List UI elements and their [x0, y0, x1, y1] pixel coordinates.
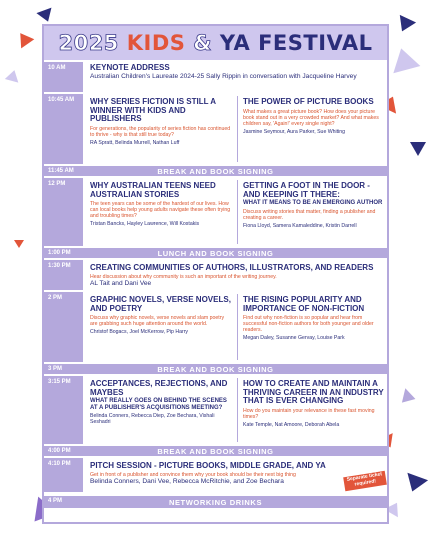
session-description: For generations, the popularity of series fiction has continued to thrive - why is that still true today?	[90, 125, 231, 138]
decor-triangle-lavender-left	[5, 68, 21, 82]
session-australian-teens	[90, 182, 232, 227]
session-speakers: Christof Bogacs, Joel McKerrow, Pip Harry	[90, 329, 189, 335]
time-slot-2pm: 2 PM	[44, 292, 83, 362]
break-label: NETWORKING DRINKS	[168, 498, 263, 507]
session-title: GETTING A FOOT IN THE DOOR - AND KEEPING IT THERE:	[243, 181, 370, 199]
session-speakers: Megan Daley, Susanne Gervay, Louise Park	[243, 335, 345, 341]
session-speakers: Fiona Lloyd, Samera Kamaleddine, Kristin Darrell	[243, 222, 357, 229]
session-title: GRAPHIC NOVELS, VERSE NOVELS, AND POETRY	[90, 295, 231, 313]
time-slot-1045am: 10:45 AM	[44, 94, 83, 164]
session-speakers: Belinda Conners, Dani Vee, Rebecca McRitchie, and Zoe Bechara	[90, 477, 284, 485]
decor-triangle-orange-mid-left	[14, 240, 24, 248]
festival-program-sheet	[42, 24, 389, 524]
column-divider	[237, 180, 238, 244]
break-label: BREAK AND BOOK SIGNING	[157, 167, 274, 176]
time-slot-12pm: 12 PM	[44, 178, 83, 246]
session-speakers: Tristan Bancks, Hayley Lawrence, Will Kostakis	[90, 221, 200, 227]
session-pitch	[90, 462, 340, 485]
decor-triangle-navy-top-left	[36, 8, 55, 25]
time-slot-130pm: 1:30 PM	[44, 260, 83, 290]
time-slot-410pm: 4:10 PM	[44, 458, 83, 492]
session-thriving-career	[243, 380, 385, 428]
session-description: Discuss why graphic novels, verse novels and slam poetry are grabbing such huge attention around the world.	[90, 315, 225, 327]
session-foot-in-door	[243, 182, 385, 229]
session-graphic-novels	[90, 296, 232, 335]
decor-triangle-navy-top-right	[394, 15, 416, 35]
festival-title: 2025 KIDS & YA FESTIVAL	[58, 31, 373, 55]
session-speakers: Australian Children's Laureate 2024-25 Sally Rippin in conversation with Jacqueline Harvey	[90, 72, 357, 80]
session-speakers: Jasmine Seymour, Aura Parker, Sue Whiting	[243, 128, 346, 135]
networking-drinks	[44, 496, 387, 508]
session-title: WHY SERIES FICTION IS STILL A WINNER WITH KIDS AND PUBLISHERS	[90, 97, 216, 123]
session-keynote	[90, 64, 382, 80]
break-time: 4 PM	[48, 498, 63, 504]
session-title: PITCH SESSION - PICTURE BOOKS, MIDDLE GRADE, AND YA	[90, 461, 326, 470]
session-subtitle: WHAT REALLY GOES ON BEHIND THE SCENES AT A PUBLISHER'S ACQUISITIONS MEETING?	[90, 398, 227, 411]
session-series-fiction	[90, 98, 232, 146]
session-speakers: AL Tait and Dani Vee	[90, 279, 152, 287]
session-description: Get in front of a publisher and convince them why your book should be their next big thing	[90, 471, 296, 478]
session-acceptances	[90, 380, 232, 425]
column-divider	[237, 96, 238, 162]
session-title: CREATING COMMUNITIES OF AUTHORS, ILLUSTRATORS, AND READERS	[90, 263, 374, 272]
break-3pm	[44, 364, 387, 374]
session-description: Discuss writing stories that matter, finding a publisher and creating a career.	[243, 208, 376, 221]
session-description: The teen years can be some of the hardest of our lives. How can local books help young adults navigate these often trying and troubling times?	[90, 201, 231, 219]
session-speakers: RA Spratt, Belinda Murrell, Nathan Luff	[90, 139, 180, 146]
session-description: How do you maintain your relevance in these fast moving times?	[243, 407, 375, 420]
session-speakers: Kate Temple, Nat Amoore, Deborah Abela	[243, 421, 340, 428]
break-lunch	[44, 248, 387, 258]
session-speakers: Belinda Conners, Rebecca Diep, Zoe Bechara, Vishali Seshadri	[90, 413, 215, 426]
separate-ticket-badge: Separate ticket required!	[343, 471, 387, 491]
session-title: ACCEPTANCES, REJECTIONS, AND MAYBES	[90, 379, 228, 397]
session-description: Find out why non-fiction is so popular and hear from successful non-fiction authors for both younger and older readers.	[243, 315, 374, 333]
time-slot-315pm: 3:15 PM	[44, 376, 83, 444]
session-title: HOW TO CREATE AND MAINTAIN A THRIVING CAREER IN AN INDUSTRY THAT IS EVER CHANGING	[243, 379, 384, 405]
session-title: THE RISING POPULARITY AND IMPORTANCE OF NON-FICTION	[243, 295, 365, 313]
session-picture-books	[243, 98, 383, 135]
column-divider	[237, 378, 238, 442]
session-subtitle: WHAT IT MEANS TO BE AN EMERGING AUTHOR	[243, 200, 383, 206]
break-time: 1:00 PM	[48, 250, 71, 256]
session-title: KEYNOTE ADDRESS	[90, 63, 170, 72]
decor-triangle-lavender-low-right	[399, 386, 416, 402]
break-label: LUNCH AND BOOK SIGNING	[157, 249, 274, 258]
break-time: 4:00 PM	[48, 448, 71, 454]
break-time: 11:45 AM	[48, 168, 74, 174]
column-divider	[237, 294, 238, 360]
session-creating-communities	[90, 264, 384, 287]
break-label: BREAK AND BOOK SIGNING	[157, 365, 274, 374]
decor-triangle-navy-right	[410, 142, 426, 156]
decor-triangle-navy-bottom-right	[402, 473, 428, 496]
decor-triangle-orange-left	[14, 29, 35, 49]
break-4pm	[44, 446, 387, 456]
break-1145am	[44, 166, 387, 176]
session-description: Hear discussion about why community is such an important of the writing journey.	[90, 273, 277, 280]
session-title: THE POWER OF PICTURE BOOKS	[243, 97, 374, 106]
time-slot-10am: 10 AM	[44, 62, 83, 92]
decor-triangle-lavender-right	[388, 45, 421, 73]
session-title: WHY AUSTRALIAN TEENS NEED AUSTRALIAN STORIES	[90, 181, 216, 199]
break-time: 3 PM	[48, 366, 63, 372]
break-label: BREAK AND BOOK SIGNING	[157, 447, 274, 456]
session-description: What makes a great picture book? How does your picture book stand out in a very crowded market? And what makes children say, 'Again!' every single night?	[243, 108, 379, 127]
festival-title-bar	[44, 26, 387, 60]
session-non-fiction	[243, 296, 385, 341]
